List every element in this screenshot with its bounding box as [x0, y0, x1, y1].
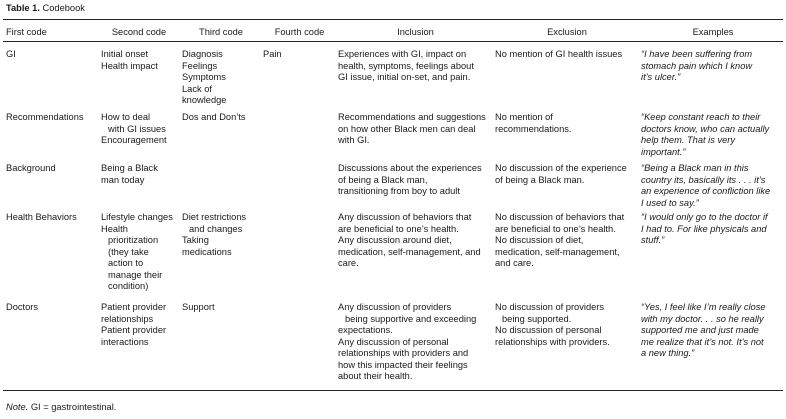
cell-line: “Being a Black man in this [641, 163, 749, 173]
cell-third [182, 302, 215, 314]
cell-line: man today [101, 174, 145, 185]
cell-line: Any discussion of providers [338, 302, 452, 312]
cell-line: are beneficial to one’s health. [495, 223, 616, 234]
bottom-rule [3, 390, 783, 391]
cell-line: Any discussion of personal [338, 336, 449, 347]
cell-line: relationships with providers and [338, 348, 469, 358]
cell-line: Recommendations and suggestions [338, 112, 486, 122]
cell-line: Encouragement [101, 135, 167, 145]
cell-line: “Keep constant reach to their [641, 112, 761, 122]
cell-line: “I would only go to the doctor if [641, 212, 768, 222]
cell-line: How to deal [101, 112, 151, 122]
cell-exclusion [495, 212, 624, 270]
cell-second [101, 112, 167, 147]
cell-line: help them. That is very [641, 135, 736, 145]
cell-line: and care. [495, 258, 534, 268]
cell-line: Support [182, 302, 215, 312]
cell-inclusion [338, 49, 474, 84]
cell-line: Dos and Don’ts [182, 112, 246, 122]
cell-line: Health [101, 223, 128, 234]
cell-line: of being a Black man. [495, 174, 585, 185]
cell-line: Doctors [6, 302, 39, 312]
cell-line: medications [182, 246, 232, 257]
cell-line: with GI issues [108, 123, 166, 134]
header-third-code: Third code [199, 27, 243, 37]
cell-exclusion [495, 163, 627, 186]
cell-line: Lack of [182, 83, 212, 94]
cell-line: and changes [189, 223, 243, 234]
cell-line: an experience of confliction like [641, 186, 771, 196]
cell-line: how this impacted their feelings [338, 359, 468, 370]
cell-exclusion [495, 112, 571, 135]
cell-examples [641, 112, 769, 158]
cell-line: Health impact [101, 60, 158, 71]
cell-second [101, 302, 166, 348]
cell-exclusion [495, 302, 610, 348]
cell-line: knowledge [182, 95, 227, 105]
header-second-code: Second code [111, 27, 167, 37]
cell-third [182, 112, 246, 124]
cell-second [101, 212, 173, 293]
cell-line: Discussions about the experiences [338, 163, 482, 173]
cell-inclusion [338, 163, 482, 198]
cell-line: relationships with providers. [495, 336, 610, 347]
cell-line: Any discussion of behaviors that [338, 212, 472, 222]
cell-line: medication, self-management, and [338, 246, 481, 257]
cell-line: Diet restrictions [182, 212, 247, 222]
cell-line: “Yes, I feel like I’m really close [641, 302, 766, 312]
cell-first [6, 112, 84, 124]
cell-line: being supportive and exceeding [345, 313, 477, 324]
cell-line: medication, self-management, [495, 246, 620, 257]
cell-line: Initial onset [101, 49, 149, 59]
cell-line: on how other Black men can deal [338, 123, 476, 134]
top-rule [3, 19, 783, 20]
cell-exclusion [495, 49, 622, 61]
cell-line: Feelings [182, 60, 218, 71]
cell-line: about their health. [338, 371, 413, 381]
cell-line: care. [338, 258, 359, 268]
cell-line: are beneficial to one’s health. [338, 223, 459, 234]
cell-line: manage their [108, 269, 163, 280]
cell-line: expectations. [338, 325, 393, 335]
cell-second [101, 163, 158, 186]
cell-line: Patient provider [101, 302, 167, 312]
cell-examples [641, 302, 766, 360]
header-fourth-code: Fourth code [274, 27, 325, 37]
cell-examples [641, 212, 768, 247]
cell-line: a new thing.” [641, 348, 695, 358]
cell-third [182, 212, 246, 258]
cell-line: Health Behaviors [6, 212, 77, 222]
cell-line: Patient provider [101, 325, 167, 335]
cell-first [6, 212, 77, 224]
cell-line: recommendations. [495, 123, 572, 134]
cell-line: Symptoms [182, 72, 226, 82]
cell-line: Lifestyle changes [101, 212, 173, 222]
cell-fourth [263, 49, 282, 61]
cell-third [182, 49, 226, 107]
cell-line: “I have been suffering from [641, 49, 753, 59]
cell-line: GI issue, initial on-set, and pain. [338, 72, 471, 82]
cell-line: Diagnosis [182, 49, 223, 59]
cell-line: Any discussion around diet, [338, 235, 452, 245]
cell-line: action to [108, 258, 144, 268]
cell-line: relationships [101, 313, 154, 324]
header-examples: Examples [692, 27, 734, 37]
cell-line: with GI. [338, 135, 370, 145]
cell-line: stuff.” [641, 235, 665, 245]
cell-line: No discussion of personal [495, 325, 602, 335]
header-first-code: First code [6, 27, 47, 37]
cell-line: Background [6, 163, 56, 173]
cell-line: health, symptoms, feelings about [338, 60, 474, 71]
cell-line: No discussion of providers [495, 302, 605, 312]
cell-line: with my doctor. . . so he really [641, 313, 764, 324]
cell-line: I had to. For like physicals and [641, 223, 767, 234]
cell-line: GI [6, 49, 16, 59]
cell-line: No discussion of diet, [495, 235, 584, 245]
cell-line: No discussion of behaviors that [495, 212, 625, 222]
cell-line: important.” [641, 146, 686, 157]
cell-line: No discussion of the experience [495, 163, 627, 173]
cell-line: No mention of GI health issues [495, 49, 623, 59]
cell-line: of being a Black man, [338, 174, 428, 185]
cell-line: country its, basically its . . . it’s [641, 174, 766, 185]
cell-first [6, 163, 56, 175]
table-label: Table 1. [6, 3, 40, 13]
cell-first [6, 49, 16, 61]
cell-line: me realize that it’s not. It’s not [641, 336, 764, 347]
cell-examples [641, 49, 752, 84]
cell-second [101, 49, 158, 72]
cell-line: Experiences with GI, impact on [338, 49, 467, 59]
cell-line: I used to say.” [641, 197, 699, 208]
cell-inclusion [338, 112, 486, 147]
cell-inclusion [338, 212, 481, 270]
cell-line: Taking [182, 235, 209, 245]
cell-line: stomach pain which I know [641, 60, 753, 71]
cell-line: Recommendations [6, 112, 84, 122]
cell-line: transitioning from boy to adult [338, 186, 460, 196]
cell-line: it’s ulcer.” [641, 72, 681, 82]
header-exclusion: Exclusion [547, 27, 587, 37]
table-note [6, 402, 116, 414]
cell-line: supported me and just made [641, 325, 759, 335]
cell-inclusion [338, 302, 476, 383]
table-caption [6, 3, 85, 15]
cell-examples [641, 163, 770, 209]
header-inclusion: Inclusion [397, 27, 434, 37]
cell-line: interactions [101, 336, 149, 347]
cell-line: Pain [263, 49, 282, 59]
note-text: GI = gastrointestinal. [30, 402, 117, 412]
header-rule [3, 41, 783, 42]
cell-line: condition) [108, 281, 149, 291]
cell-line: (they take [108, 246, 149, 257]
cell-first [6, 302, 38, 314]
cell-line: doctors know, who can actually [641, 123, 770, 134]
cell-line: Being a Black [101, 163, 158, 173]
cell-line: No mention of [495, 112, 553, 122]
note-label: Note. [6, 402, 29, 412]
table-title: Codebook [42, 3, 85, 13]
cell-line: prioritization [108, 235, 159, 245]
cell-line: being supported. [502, 313, 572, 324]
